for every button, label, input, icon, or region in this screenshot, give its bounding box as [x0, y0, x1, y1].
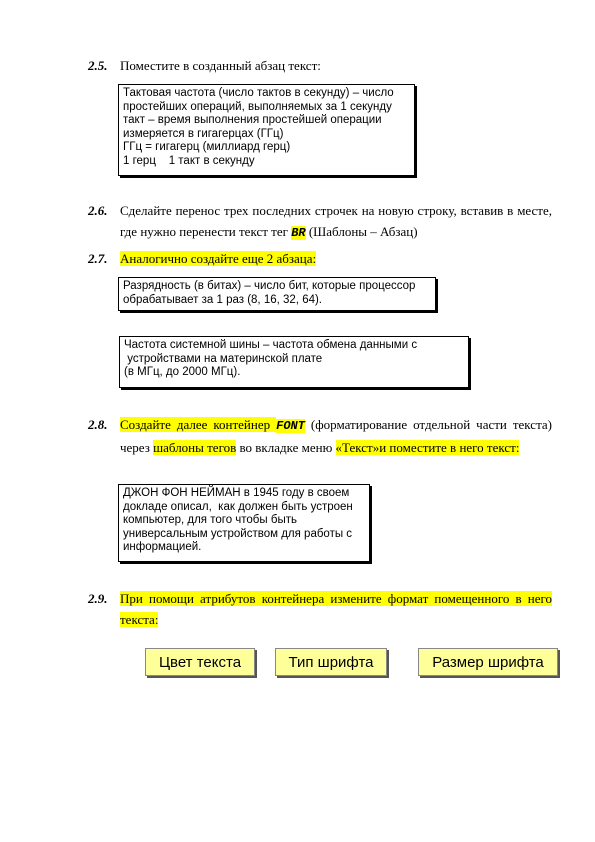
text-box-von-neumann: ДЖОН ФОН НЕЙМАН в 1945 году в своем докладе описал, как должен быть устроен компьютер, для того чтобы быть универсальным устройством для работы с информацией.: [118, 484, 370, 562]
instruction-2-8: Создайте далее контейнер FONT (форматирование отдельной части текста) через шаблоны тегов во вкладке меню «Текст»и поместите в него текст:: [120, 417, 553, 455]
instruction-2-7: Аналогично создайте еще 2 абзаца:: [120, 251, 317, 266]
tag-font: FONT: [276, 419, 305, 433]
text-box-clock-rate: Тактовая частота (число тактов в секунду) – число простейших операций, выполняемых за 1 секунду такт – время выполнения простейшей операции измеряется в гигагерцах (ГГц) ГГц = гигагерц (миллиард герц) 1 герц 1 такт в секунду: [118, 84, 415, 176]
instruction-2-5: Поместите в созданный абзац текст:: [120, 58, 321, 73]
item-number-2-9: 2.9.: [88, 591, 108, 606]
text-box-bus-frequency: Частота системной шины – частота обмена данными с устройствами на материнской плате (в МГц, до 2000 МГц).: [119, 336, 469, 388]
text-color-button[interactable]: Цвет текста: [145, 648, 255, 676]
font-size-button[interactable]: Размер шрифта: [418, 648, 558, 676]
item-number-2-5: 2.5.: [88, 58, 108, 73]
item-number-2-8: 2.8.: [88, 417, 108, 432]
tag-br: BR: [291, 226, 306, 240]
font-type-button[interactable]: Тип шрифта: [275, 648, 387, 676]
text-box-bit-depth: Разрядность (в битах) – число бит, которые процессор обрабатывает за 1 раз (8, 16, 32, 64).: [118, 277, 436, 311]
item-number-2-6: 2.6.: [88, 203, 108, 218]
instruction-2-6: Сделайте перенос трех последних строчек на новую строку, вставив в месте, где нужно перенести текст тег BR (Шаблоны – Абзац): [120, 203, 552, 240]
item-number-2-7: 2.7.: [88, 251, 108, 266]
instruction-2-9: При помощи атрибутов контейнера измените формат помещенного в него текста:: [120, 591, 552, 627]
